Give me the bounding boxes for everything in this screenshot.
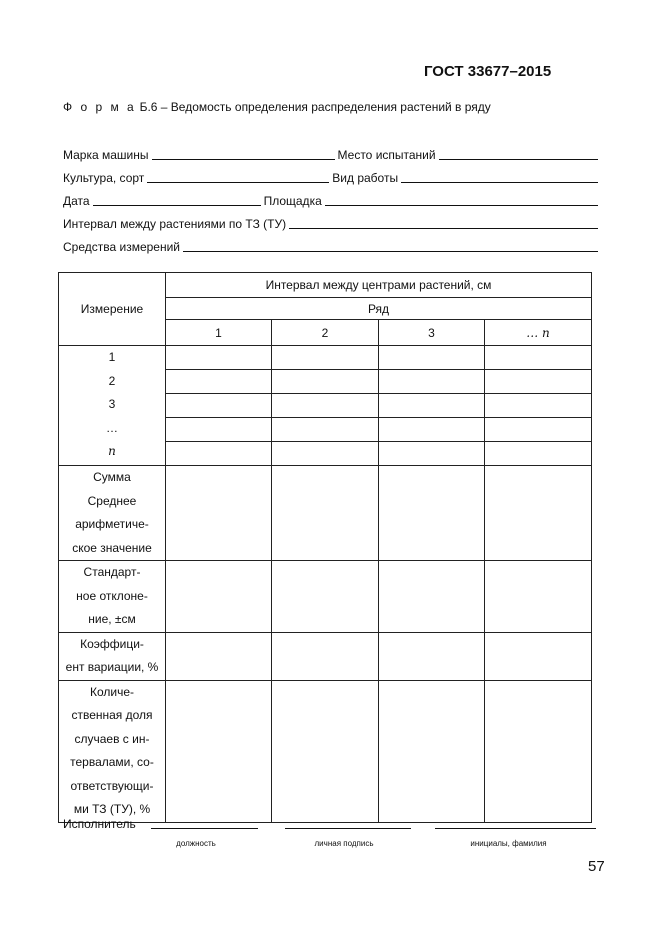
label-mean-2: арифметиче-: [75, 517, 149, 531]
cv-cell-1[interactable]: [166, 632, 272, 680]
executor-label: Исполнитель: [63, 817, 136, 831]
field-label-culture: Культура, сорт: [63, 171, 145, 185]
measurement-2: 2: [108, 373, 116, 388]
std-cell-3[interactable]: [379, 561, 485, 633]
field-line-place[interactable]: [439, 159, 598, 160]
field-label-work-type: Вид работы: [332, 171, 399, 185]
label-share-5: ответствующи-: [70, 778, 154, 793]
form-caption-prefix: Ф о р м а: [63, 100, 137, 114]
header-row-n: [485, 320, 592, 346]
signature-line[interactable]: [285, 828, 411, 829]
label-std-2: ное отклоне-: [76, 588, 148, 603]
field-row-culture: [63, 169, 601, 185]
share-cell-1[interactable]: [166, 680, 272, 822]
label-mean-1: Среднее: [87, 493, 137, 508]
field-line-machine[interactable]: [152, 159, 335, 160]
cv-cell-n[interactable]: [485, 632, 592, 680]
measure-cells-col-3[interactable]: [379, 346, 485, 466]
field-label-date: Дата: [63, 194, 90, 208]
label-share-3: случаев с ин-: [74, 731, 150, 746]
position-caption: должность: [176, 839, 216, 848]
field-line-tools[interactable]: [183, 251, 598, 252]
name-caption: инициалы, фамилия: [470, 839, 547, 848]
field-label-interval: Интервал между растениями по ТЗ (ТУ): [63, 217, 287, 231]
cv-cell-3[interactable]: [379, 632, 485, 680]
field-row-interval: [63, 215, 601, 231]
signature-caption: личная подпись: [314, 839, 374, 848]
label-share-6: ми ТЗ (ТУ), %: [73, 802, 151, 816]
stat-label-cv: [59, 632, 166, 680]
label-std-1: Стандарт-: [83, 565, 141, 579]
mean-cell-3[interactable]: [379, 466, 485, 561]
field-line-interval[interactable]: [289, 228, 598, 229]
header-row: Ряд: [166, 298, 592, 320]
share-cell-2[interactable]: [272, 680, 379, 822]
label-cv-2: ент вариации, %: [65, 660, 159, 674]
name-line[interactable]: [435, 828, 596, 829]
field-line-work-type[interactable]: [401, 182, 598, 183]
share-cell-3[interactable]: [379, 680, 485, 822]
cv-cell-2[interactable]: [272, 632, 379, 680]
label-mean-3: ское значение: [72, 540, 152, 555]
header-row-2: 2: [272, 320, 379, 346]
field-line-area[interactable]: [325, 205, 598, 206]
measurement-n: n: [108, 444, 116, 458]
field-label-place: Место испытаний: [337, 148, 436, 162]
header-measure: Измерение: [59, 273, 166, 346]
mean-cell-n[interactable]: [485, 466, 592, 561]
header-row-3: 3: [379, 320, 485, 346]
mean-cell-2[interactable]: [272, 466, 379, 561]
std-cell-n[interactable]: [485, 561, 592, 633]
std-cell-2[interactable]: [272, 561, 379, 633]
measure-cells-col-1[interactable]: [166, 346, 272, 466]
field-row-date: [63, 192, 601, 208]
stat-label-std: [59, 561, 166, 633]
field-label-machine: Марка машины: [63, 148, 149, 162]
label-sum: Сумма: [93, 470, 131, 484]
measurement-3: 3: [108, 397, 116, 411]
field-line-culture[interactable]: [147, 182, 329, 183]
label-share-2: ственная доля: [71, 708, 153, 722]
field-label-tools: Средства измерений: [63, 240, 181, 254]
label-share-4: тервалами, со-: [70, 755, 154, 769]
field-line-date[interactable]: [93, 205, 261, 206]
form-caption: [63, 100, 491, 114]
label-cv-1: Коэффици-: [80, 636, 144, 651]
form-caption-text: Б.6 – Ведомость определения распределения растений в ряду: [136, 100, 491, 114]
share-cell-n[interactable]: [485, 680, 592, 822]
header-row-1: 1: [166, 320, 272, 346]
std-cell-1[interactable]: [166, 561, 272, 633]
field-label-area: Площадка: [263, 194, 322, 208]
measurement-ellipsis: …: [106, 420, 118, 435]
field-row-machine: [63, 146, 601, 162]
mean-cell-1[interactable]: [166, 466, 272, 561]
position-line[interactable]: [151, 828, 258, 829]
label-share-1: Количе-: [89, 684, 135, 699]
field-row-tools: [63, 238, 601, 254]
measure-cells-col-2[interactable]: [272, 346, 379, 466]
stat-label-sum-mean: [59, 466, 166, 561]
label-std-3: ние, ±см: [88, 612, 136, 626]
standard-number: ГОСТ 33677–2015: [424, 63, 552, 80]
header-row-n-label: … n: [526, 325, 550, 340]
header-interval: Интервал между центрами растений, см: [166, 273, 592, 298]
measure-cells-col-n[interactable]: [485, 346, 592, 466]
distribution-table: [58, 272, 592, 823]
measurement-index-column: [59, 346, 166, 466]
page-number: 57: [588, 858, 605, 875]
measurement-1: 1: [108, 350, 116, 364]
stat-label-share: [59, 680, 166, 822]
